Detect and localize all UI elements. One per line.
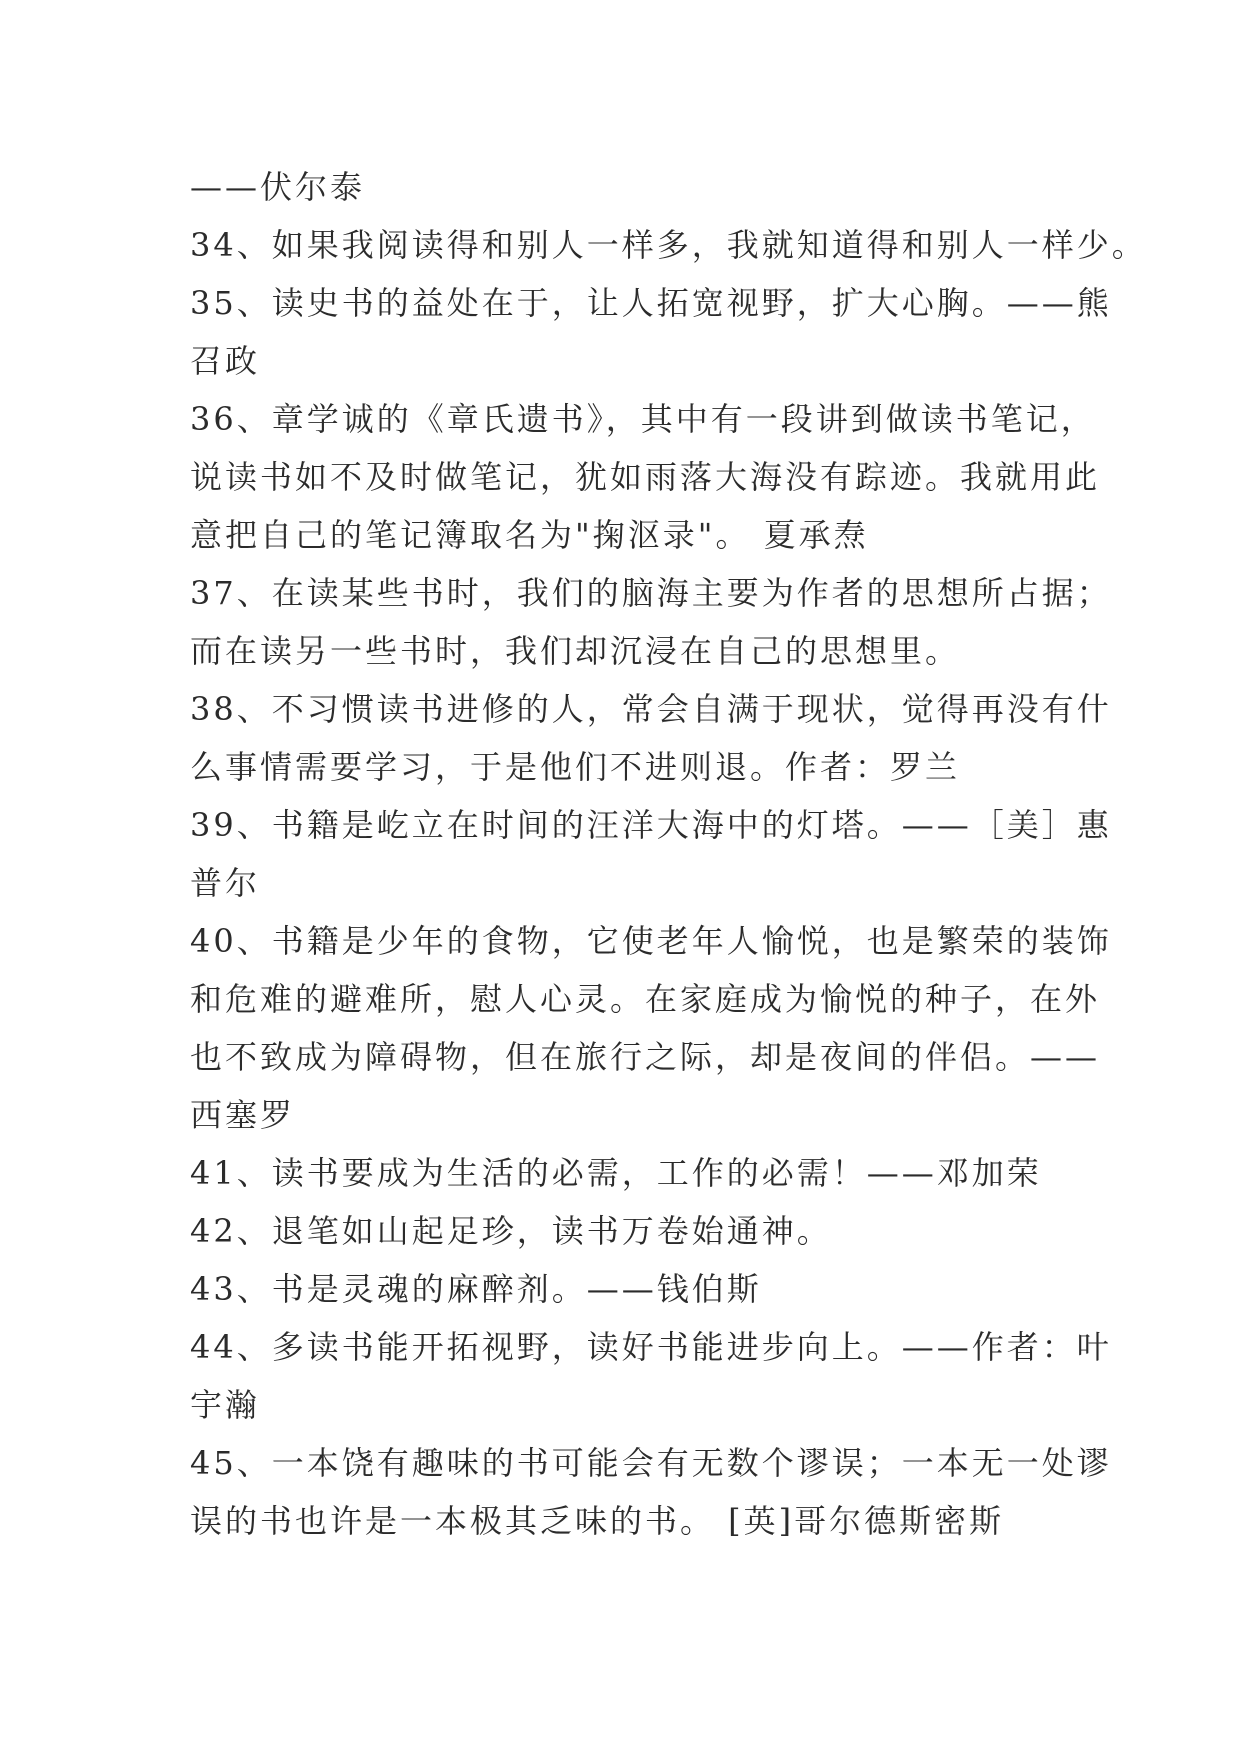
text-line: 37、在读某些书时，我们的脑海主要为作者的思想所占据； xyxy=(190,574,1112,612)
text-line: 西塞罗 xyxy=(190,1096,296,1134)
text-line: 说读书如不及时做笔记，犹如雨落大海没有踪迹。我就用此 xyxy=(190,458,1101,496)
text-line: 误的书也许是一本极其乏味的书。 [英]哥尔德斯密斯 xyxy=(190,1502,1005,1540)
document-body xyxy=(190,158,1147,1550)
text-line: 36、章学诚的《章氏遗书》，其中有一段讲到做读书笔记， xyxy=(190,400,1096,438)
text-line: 意把自己的笔记簿取名为"掬沤录"。 夏承焘 xyxy=(190,516,869,554)
text-line: ——伏尔泰 xyxy=(190,168,366,206)
text-line: 普尔 xyxy=(190,864,261,902)
text-line: 而在读另一些书时，我们却沉浸在自己的思想里。 xyxy=(190,632,961,670)
text-line: 宇瀚 xyxy=(190,1386,261,1424)
text-line: 43、书是灵魂的麻醉剂。——钱伯斯 xyxy=(190,1270,762,1308)
text-line: 召政 xyxy=(190,342,261,380)
text-line: 39、书籍是屹立在时间的汪洋大海中的灯塔。——［美］惠 xyxy=(190,806,1112,844)
text-line: 么事情需要学习，于是他们不进则退。作者：罗兰 xyxy=(190,748,961,786)
text-line: 和危难的避难所，慰人心灵。在家庭成为愉悦的种子，在外 xyxy=(190,980,1101,1018)
text-line: 38、不习惯读书进修的人，常会自满于现状，觉得再没有什 xyxy=(190,690,1112,728)
text-line: 34、如果我阅读得和别人一样多，我就知道得和别人一样少。 xyxy=(190,226,1147,264)
text-line: 44、多读书能开拓视野，读好书能进步向上。——作者：叶 xyxy=(190,1328,1112,1366)
text-line: 41、读书要成为生活的必需，工作的必需！——邓加荣 xyxy=(190,1154,1042,1192)
text-line: 45、一本饶有趣味的书可能会有无数个谬误；一本无一处谬 xyxy=(190,1444,1112,1482)
text-line: 也不致成为障碍物，但在旅行之际，却是夜间的伴侣。—— xyxy=(190,1038,1101,1076)
text-line: 42、退笔如山起足珍，读书万卷始通神。 xyxy=(190,1212,832,1250)
text-line: 35、读史书的益处在于，让人拓宽视野，扩大心胸。——熊 xyxy=(190,284,1112,322)
text-line: 40、书籍是少年的食物，它使老年人愉悦，也是繁荣的装饰 xyxy=(190,922,1112,960)
